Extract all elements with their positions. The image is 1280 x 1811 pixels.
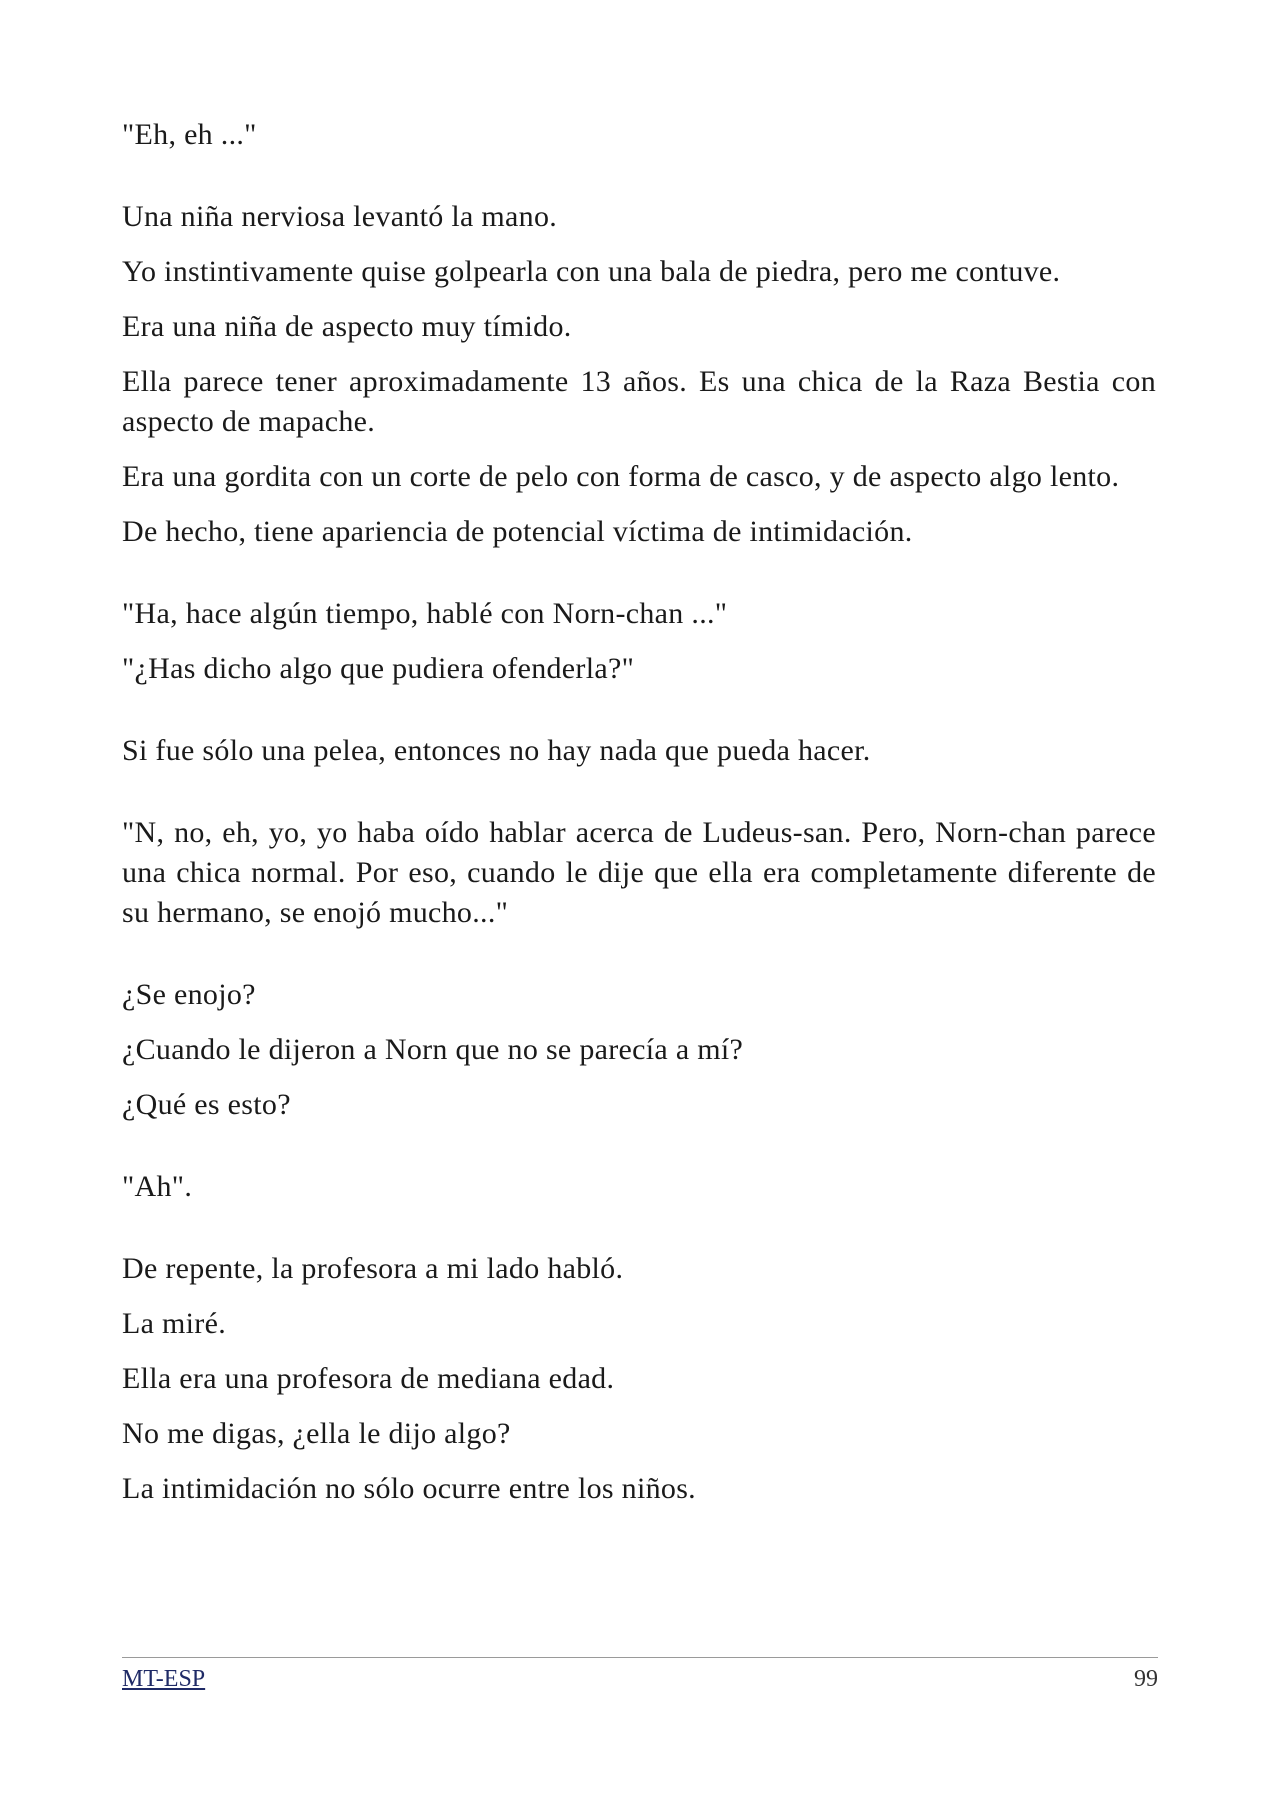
paragraph: Era una niña de aspecto muy tímido.: [122, 310, 572, 343]
paragraph: "Ah".: [122, 1170, 193, 1203]
paragraph: De repente, la profesora a mi lado habló.: [122, 1252, 624, 1285]
paragraph: "N, no, eh, yo, yo haba oído hablar acerca de Ludeus-san. Pero, Norn-chan parece una chica normal. Por eso, cuando le dije que ella era completamente diferente de su hermano, se enojó mucho...": [122, 816, 1156, 929]
paragraph: "Ha, hace algún tiempo, hablé con Norn-chan ...": [122, 597, 728, 630]
paragraph: La intimidación no sólo ocurre entre los niños.: [122, 1472, 696, 1505]
paragraph: De hecho, tiene apariencia de potencial víctima de intimidación.: [122, 515, 913, 548]
paragraph: "Eh, eh ...": [122, 118, 257, 151]
paragraph: "¿Has dicho algo que pudiera ofenderla?": [122, 652, 635, 685]
paragraph: Una niña nerviosa levantó la mano.: [122, 200, 558, 233]
paragraph: La miré.: [122, 1307, 227, 1340]
footer-link[interactable]: MT-ESP: [122, 1666, 206, 1692]
paragraph: Ella parece tener aproximadamente 13 años. Es una chica de la Raza Bestia con aspecto de mapache.: [122, 365, 1156, 438]
text-body: [122, 115, 1156, 1524]
paragraph: Ella era una profesora de mediana edad.: [122, 1362, 615, 1395]
paragraph: Era una gordita con un corte de pelo con forma de casco, y de aspecto algo lento.: [122, 460, 1120, 493]
paragraph: Yo instintivamente quise golpearla con una bala de piedra, pero me contuve.: [122, 255, 1061, 288]
paragraph: ¿Cuando le dijeron a Norn que no se parecía a mí?: [122, 1033, 744, 1066]
page-number: 99: [1134, 1666, 1158, 1692]
paragraph: ¿Se enojo?: [122, 978, 256, 1011]
paragraph: No me digas, ¿ella le dijo algo?: [122, 1417, 511, 1450]
paragraph: ¿Qué es esto?: [122, 1088, 291, 1121]
paragraph: Si fue sólo una pelea, entonces no hay nada que pueda hacer.: [122, 734, 871, 767]
page-footer: [122, 1657, 1158, 1698]
